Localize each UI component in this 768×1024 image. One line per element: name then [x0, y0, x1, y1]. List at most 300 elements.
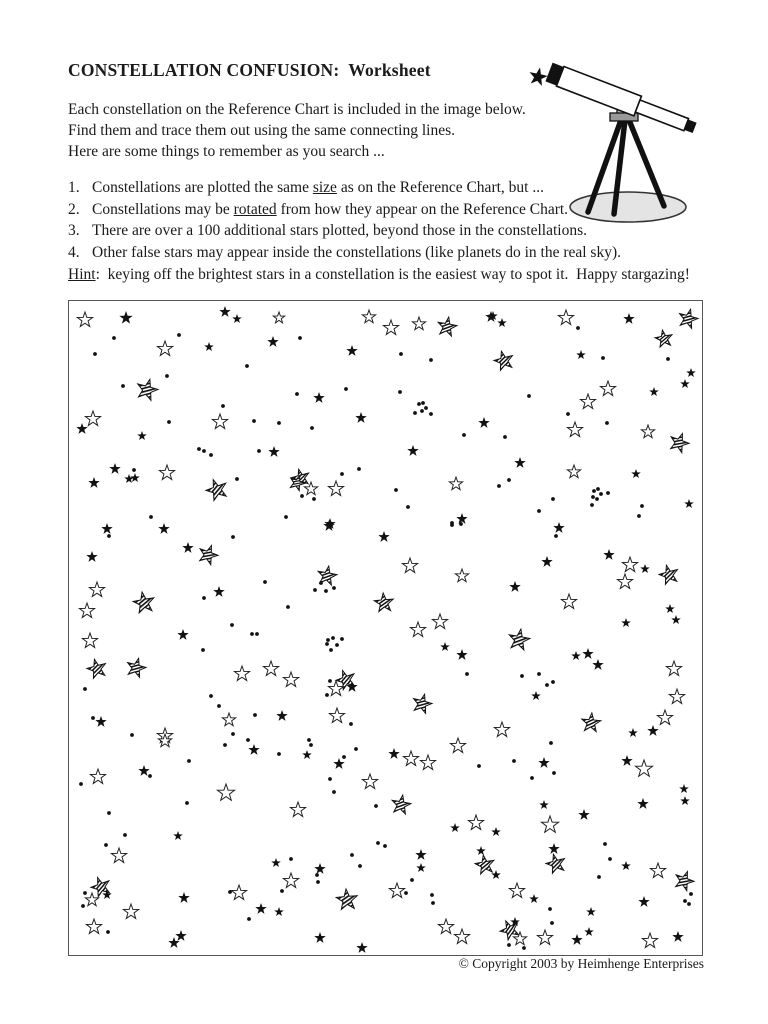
dot-star	[217, 704, 221, 708]
filled-star	[440, 642, 450, 651]
dot-star	[328, 679, 332, 683]
dot-star	[132, 468, 136, 472]
filled-star	[158, 523, 169, 534]
dot-star	[689, 892, 693, 896]
filled-star	[538, 757, 549, 768]
copyright-text: © Copyright 2003 by Heimhenge Enterprises	[458, 956, 704, 971]
filled-star	[219, 306, 230, 317]
dot-star	[462, 433, 466, 437]
filled-star	[621, 755, 632, 766]
bright-star	[544, 852, 567, 874]
filled-star	[388, 748, 399, 759]
filled-star	[178, 892, 189, 903]
filled-star	[531, 691, 541, 700]
dot-star	[340, 472, 344, 476]
list-item	[68, 242, 621, 264]
dot-star	[551, 497, 555, 501]
dot-star	[465, 672, 469, 676]
filled-star	[415, 849, 426, 860]
outline-star	[454, 929, 469, 943]
list-number: 4.	[68, 243, 80, 261]
dot-star	[231, 535, 235, 539]
filled-star	[684, 499, 694, 508]
bright-star	[374, 592, 395, 612]
outline-star	[304, 482, 317, 495]
bright-star	[581, 712, 602, 732]
list-text: Other false stars may appear inside the constellations (like planets do in the real sky).	[92, 243, 621, 261]
list-text-underlined: rotated	[233, 200, 277, 218]
outline-star	[494, 722, 509, 736]
dot-star	[209, 453, 213, 457]
dot-star	[552, 771, 556, 775]
dot-star	[121, 384, 125, 388]
dot-star	[606, 491, 610, 495]
dot-star	[566, 412, 570, 416]
outline-star	[283, 672, 298, 686]
list-text: Constellations may be	[92, 200, 234, 218]
dot-star	[149, 515, 153, 519]
filled-star	[314, 863, 325, 874]
filled-star	[539, 800, 549, 809]
filled-star	[450, 823, 460, 832]
dot-star	[148, 774, 152, 778]
outline-star	[635, 760, 652, 776]
filled-star	[680, 379, 690, 388]
outline-star	[290, 802, 305, 816]
bright-star	[196, 542, 220, 566]
dot-star	[554, 534, 558, 538]
dot-star	[326, 638, 330, 642]
outline-star	[329, 708, 344, 722]
dot-star	[107, 811, 111, 815]
outline-star	[222, 713, 235, 726]
dot-star	[548, 907, 552, 911]
dot-star	[324, 589, 328, 593]
dot-star	[309, 743, 313, 747]
outline-star	[403, 751, 418, 765]
dot-star	[280, 889, 284, 893]
dot-star	[83, 687, 87, 691]
outline-star	[567, 465, 580, 478]
outline-star	[432, 614, 447, 628]
dot-star	[247, 917, 251, 921]
dot-star	[376, 841, 380, 845]
dot-star	[687, 902, 691, 906]
outline-star	[383, 320, 398, 334]
filled-star	[621, 618, 631, 627]
dot-star	[255, 632, 259, 636]
dot-star	[263, 580, 267, 584]
dot-star	[608, 857, 612, 861]
outline-star	[412, 317, 425, 330]
dot-star	[79, 782, 83, 786]
bright-star	[390, 794, 412, 815]
dot-star	[81, 904, 85, 908]
dot-star	[430, 893, 434, 897]
outline-star	[600, 381, 615, 395]
starfield-svg	[69, 301, 702, 955]
dot-star	[601, 356, 605, 360]
filled-star	[346, 345, 357, 356]
dot-star	[599, 492, 603, 496]
outline-star	[468, 815, 483, 829]
dot-star	[328, 777, 332, 781]
dot-star	[637, 514, 641, 518]
dot-star	[284, 515, 288, 519]
telescope-illustration	[525, 56, 715, 228]
bright-star	[672, 868, 696, 892]
bright-star	[474, 854, 496, 875]
filled-star	[267, 336, 278, 347]
filled-star	[631, 469, 641, 478]
filled-star	[268, 446, 279, 457]
filled-star	[168, 937, 179, 948]
dot-star	[253, 713, 257, 717]
filled-star	[378, 531, 389, 542]
bright-star	[436, 316, 458, 337]
filled-star	[576, 350, 586, 359]
dot-star	[358, 864, 362, 868]
dot-star	[349, 722, 353, 726]
dot-star	[91, 716, 95, 720]
list-text-underlined: size	[312, 179, 337, 196]
dot-star	[550, 921, 554, 925]
filled-star	[571, 651, 581, 660]
dot-star	[344, 387, 348, 391]
dot-star	[590, 503, 594, 507]
dot-star	[93, 352, 97, 356]
dot-star	[316, 880, 320, 884]
filled-star	[548, 843, 559, 854]
outline-star	[263, 661, 278, 675]
outline-star	[558, 310, 573, 324]
filled-star	[177, 629, 188, 640]
outline-star	[217, 784, 234, 800]
dot-star	[245, 364, 249, 368]
outline-star	[86, 919, 101, 933]
dot-star	[310, 426, 314, 430]
outline-star	[438, 919, 453, 933]
filled-star	[333, 758, 344, 769]
filled-star	[665, 604, 675, 613]
filled-star	[647, 725, 658, 736]
filled-star	[476, 846, 486, 855]
bright-star	[135, 377, 160, 402]
bright-star	[507, 627, 531, 650]
bright-star	[677, 307, 700, 329]
dot-star	[167, 420, 171, 424]
filled-star	[491, 870, 501, 879]
filled-star	[232, 314, 242, 323]
outline-star	[657, 710, 672, 724]
dot-star	[597, 875, 601, 879]
dot-star	[177, 333, 181, 337]
list-text: from how they appear on the Reference Chart.	[276, 200, 569, 218]
dot-star	[335, 643, 339, 647]
filled-star	[529, 894, 539, 903]
dot-star	[197, 447, 201, 451]
outline-star	[402, 558, 417, 572]
outline-star	[362, 774, 377, 788]
dot-star	[507, 478, 511, 482]
filled-star	[628, 728, 638, 737]
outline-star	[541, 816, 558, 832]
dot-star	[235, 477, 239, 481]
dot-star	[591, 495, 595, 499]
list-number: 1.	[68, 179, 80, 196]
dot-star	[221, 404, 225, 408]
filled-star	[509, 581, 520, 592]
filled-star	[407, 445, 418, 456]
dot-star	[417, 402, 421, 406]
filled-star	[255, 903, 266, 914]
dot-star	[350, 853, 354, 857]
dot-star	[315, 873, 319, 877]
filled-star	[637, 798, 648, 809]
outline-star	[420, 755, 435, 769]
outline-star	[273, 312, 284, 323]
dot-star	[329, 648, 333, 652]
list-text: as on the Reference Chart, but ...	[336, 179, 544, 196]
dot-star	[112, 336, 116, 340]
bright-star	[125, 656, 148, 678]
dot-star	[406, 505, 410, 509]
bright-star	[411, 692, 434, 714]
dot-star	[332, 586, 336, 590]
bright-star	[654, 329, 674, 348]
bright-star	[492, 349, 515, 371]
dot-star	[250, 632, 254, 636]
outline-star	[642, 933, 657, 947]
outline-star	[617, 574, 632, 588]
filled-star	[686, 368, 696, 377]
dot-star	[399, 352, 403, 356]
dot-star	[537, 509, 541, 513]
dot-star	[537, 672, 541, 676]
dot-star	[374, 804, 378, 808]
outline-star	[669, 689, 684, 703]
outline-star	[537, 930, 552, 944]
filled-star	[213, 586, 224, 597]
dot-star	[277, 752, 281, 756]
filled-star	[138, 765, 149, 776]
filled-star	[95, 716, 106, 727]
dot-star	[106, 930, 110, 934]
filled-star	[101, 523, 112, 534]
outline-star	[89, 582, 104, 596]
list-number: 3.	[68, 222, 80, 240]
filled-star	[582, 648, 593, 659]
filled-star	[584, 927, 594, 936]
list-text: There are over a 100 additional stars plotted, beyond those in the constellations.	[92, 222, 588, 240]
dot-star	[298, 336, 302, 340]
filled-star	[355, 412, 366, 423]
outline-star	[283, 873, 298, 887]
dot-star	[596, 487, 600, 491]
dot-star	[230, 623, 234, 627]
bright-star	[657, 563, 680, 585]
dot-star	[342, 755, 346, 759]
dot-star	[83, 891, 87, 895]
outline-star	[567, 422, 582, 436]
outline-star	[362, 310, 375, 323]
outline-star	[90, 769, 105, 783]
bright-star	[85, 657, 108, 679]
filled-star	[313, 392, 324, 403]
dot-star	[107, 534, 111, 538]
dot-star	[424, 406, 428, 410]
dot-star	[257, 449, 261, 453]
outline-star	[159, 465, 174, 479]
dot-star	[300, 494, 304, 498]
filled-star	[586, 907, 596, 916]
hint-line	[68, 266, 690, 284]
dot-star	[394, 488, 398, 492]
dot-star	[450, 523, 454, 527]
dot-star	[410, 878, 414, 882]
dot-star	[545, 683, 549, 687]
outline-star	[82, 633, 97, 647]
outline-star	[580, 394, 595, 408]
dot-star	[277, 421, 281, 425]
dot-star	[576, 326, 580, 330]
dot-star	[187, 759, 191, 763]
filled-star	[456, 513, 467, 524]
hint-text: : keying off the brightest stars in a constellation is the easiest way to spot it. Happy stargazing!	[95, 266, 690, 283]
dot-star	[666, 357, 670, 361]
dot-star	[421, 401, 425, 405]
dot-star	[520, 674, 524, 678]
filled-star	[271, 858, 281, 867]
list-number: 2.	[68, 200, 80, 218]
dot-star	[209, 694, 213, 698]
outline-star	[328, 681, 343, 695]
dot-star	[522, 946, 526, 950]
dot-star	[307, 738, 311, 742]
dot-star	[340, 637, 344, 641]
outline-star	[449, 477, 462, 490]
outline-star	[389, 883, 404, 897]
filled-star	[638, 896, 649, 907]
filled-star	[173, 831, 183, 840]
dot-star	[530, 776, 534, 780]
filled-star	[679, 784, 689, 793]
dot-star	[640, 504, 644, 508]
filled-star	[640, 564, 650, 573]
filled-star	[119, 311, 132, 324]
filled-star	[621, 861, 631, 870]
filled-star	[541, 556, 552, 567]
filled-star	[88, 477, 99, 488]
outline-star	[79, 603, 94, 617]
dot-star	[383, 844, 387, 848]
dot-star	[398, 390, 402, 394]
outline-star	[234, 666, 249, 680]
filled-star	[137, 431, 147, 440]
starfield-box	[68, 300, 703, 956]
dot-star	[512, 759, 516, 763]
dot-star	[312, 497, 316, 501]
filled-star	[175, 930, 186, 941]
filled-star	[302, 750, 312, 759]
dot-star	[683, 899, 687, 903]
dot-star	[507, 943, 511, 947]
filled-star	[497, 318, 507, 327]
outline-star	[328, 481, 343, 495]
dot-star	[551, 680, 555, 684]
dot-star	[130, 733, 134, 737]
dot-star	[477, 764, 481, 768]
filled-star	[182, 542, 193, 553]
dot-star	[354, 747, 358, 751]
filled-star	[553, 522, 564, 533]
bright-star	[203, 476, 229, 502]
dot-star	[123, 833, 127, 837]
dot-star	[603, 842, 607, 846]
bright-star	[336, 888, 359, 910]
dot-star	[325, 693, 329, 697]
filled-star	[86, 551, 97, 562]
outline-star	[450, 738, 465, 752]
dot-star	[592, 489, 596, 493]
filled-star	[578, 809, 589, 820]
outline-star	[410, 622, 425, 636]
outline-star	[77, 312, 92, 326]
filled-star	[592, 659, 603, 670]
outline-star	[111, 848, 126, 862]
dot-star	[549, 741, 553, 745]
filled-star	[680, 796, 690, 805]
outline-star	[231, 885, 246, 899]
intro-line: Each constellation on the Reference Chart is included in the image below.	[68, 101, 526, 118]
dot-star	[165, 374, 169, 378]
dot-star	[231, 732, 235, 736]
dot-star	[404, 891, 408, 895]
dot-star	[286, 605, 290, 609]
dot-star	[252, 419, 256, 423]
dot-star	[357, 467, 361, 471]
outline-star	[641, 425, 654, 438]
outline-star	[666, 661, 681, 675]
filled-star	[416, 863, 426, 872]
dot-star	[202, 449, 206, 453]
intro-line: Here are some things to remember as you search ...	[68, 143, 385, 160]
dot-star	[459, 522, 463, 526]
outline-star	[509, 883, 524, 897]
dot-star	[431, 901, 435, 905]
dot-star	[201, 648, 205, 652]
outline-star	[650, 863, 665, 877]
intro-paragraph	[68, 99, 526, 162]
outline-star	[85, 411, 100, 425]
filled-star	[649, 387, 659, 396]
hint-label: Hint	[68, 266, 96, 283]
filled-star	[276, 710, 287, 721]
dot-star	[313, 588, 317, 592]
page-title: CONSTELLATION CONFUSION: Worksheet	[68, 60, 431, 80]
filled-star	[623, 313, 634, 324]
dot-star	[295, 392, 299, 396]
filled-star	[672, 931, 683, 942]
bright-star	[132, 590, 156, 613]
dot-star	[223, 743, 227, 747]
dot-star	[527, 394, 531, 398]
dot-star	[104, 843, 108, 847]
filled-star	[248, 744, 259, 755]
filled-star	[456, 649, 467, 660]
intro-line: Find them and trace them out using the same connecting lines.	[68, 122, 455, 139]
dot-star	[420, 409, 424, 413]
